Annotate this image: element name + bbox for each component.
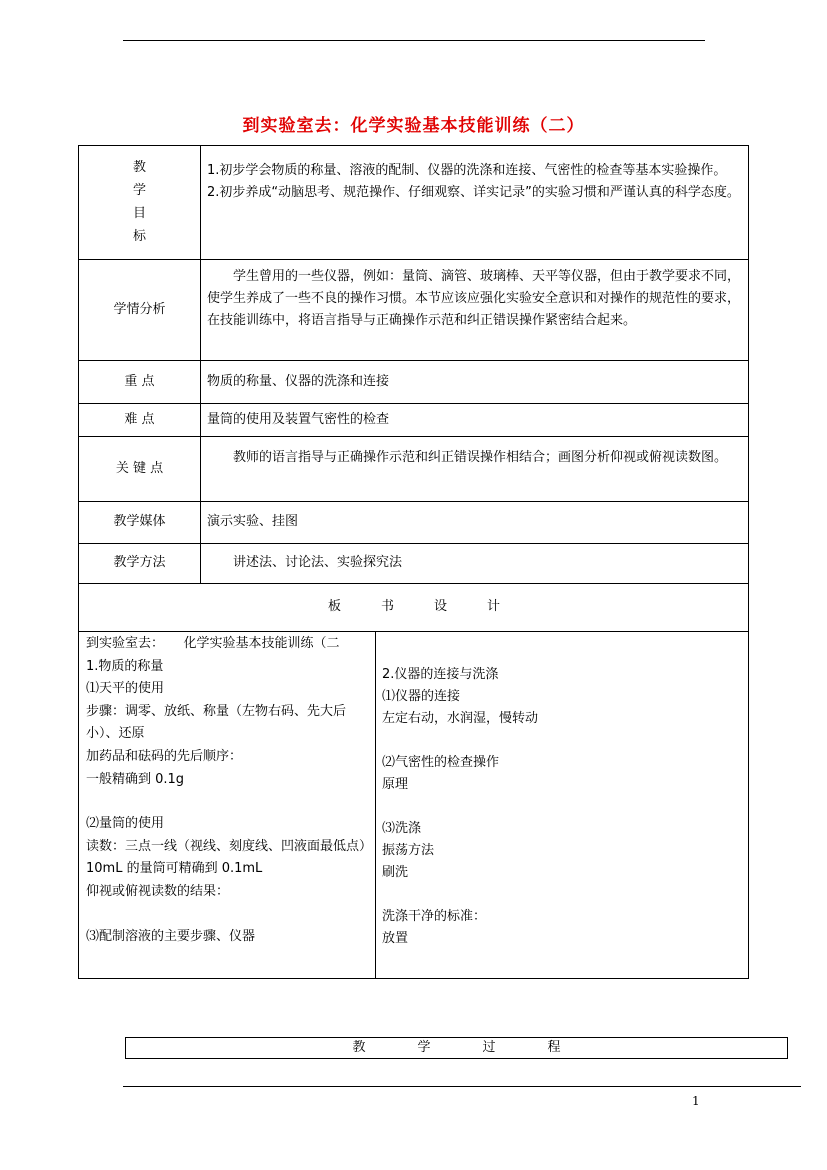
board-column-divider [375,631,376,979]
board-line: 2.仪器的连接与洗涤 [382,667,499,682]
board-line: 刷洗 [382,865,409,880]
board-line: 左定右动，水润湿，慢转动 [382,711,539,726]
goal-item: 2.初步养成“动脑思考、规范操作、仔细观察、详实记录”的实验习惯和严谨认真的科学态度。 [207,185,740,200]
board-line: 10mL 的量筒可精确到 0.1mL [86,861,263,877]
board-line: 洗涤干净的标准： [382,909,487,924]
document-title: 到实验室去：化学实验基本技能训练（二） [242,116,585,136]
board-line [382,796,742,818]
footer-rule [123,1086,801,1087]
board-line: 读数：三点一线（视线、刻度线、凹液面最低点） [86,838,373,854]
board-heading-char: 书 [380,599,394,614]
board-right-column [382,664,742,950]
process-heading-char: 过 [482,1040,496,1055]
goals-label [79,156,200,248]
analysis-content: 学生曾用的一些仪器，例如：量筒、滴管、玻璃棒、天平等仪器，但由于教学要求不同，使学生养成了一些不良的操作习惯。本节应该应强化实验安全意识和对操作的规范性的要求，在技能训练中，将语言指导与正确操作示范和纠正错误操作紧密结合起来。 [207,269,741,328]
page-number: 1 [692,1094,700,1108]
board-line: 1.物质的称量 [86,658,164,674]
goals-content [200,160,749,204]
row-divider [78,631,749,632]
teaching-process-heading [125,1037,788,1059]
goals-label-char: 标 [132,229,146,244]
methods-label: 教学方法 [113,555,166,570]
key-points-content: 物质的称量、仪器的洗涤和连接 [207,374,390,389]
board-heading-char: 计 [487,599,501,614]
goals-label-char: 教 [132,160,146,175]
board-line: ⑴天平的使用 [86,681,165,697]
board-line: 步骤：调零、放纸、称量（左物右码、先大后小）、还原 [86,703,347,742]
board-line: 放置 [382,931,409,946]
crux-content: 教师的语言指导与正确操作示范和纠正错误操作相结合；画图分析仰视或俯视读数图。 [233,450,728,465]
process-heading-char: 教 [352,1040,366,1055]
board-line: ⑶洗涤 [382,821,422,836]
board-line [382,884,742,906]
board-line [86,791,370,813]
board-heading-char: 设 [434,599,448,614]
methods-content: 讲述法、讨论法、实验探究法 [233,555,403,570]
goals-label-char: 学 [132,183,146,198]
media-label: 教学媒体 [113,514,166,529]
header-rule [123,40,705,41]
board-line [86,904,370,926]
board-line: 加药品和砝码的先后顺序： [86,748,243,764]
crux-label: 关 键 点 [115,460,164,476]
goals-label-char: 目 [132,206,146,221]
board-line: 一般精确到 0.1g [86,771,185,787]
board-line: ⑵量筒的使用 [86,816,165,832]
process-heading-char: 程 [547,1040,561,1055]
analysis-label: 学情分析 [113,301,166,317]
board-line: ⑵气密性的检查操作 [382,755,500,770]
board-line: 振荡方法 [382,843,435,858]
board-left-column [86,633,373,948]
key-points-label: 重 点 [124,373,155,389]
board-line: ⑴仪器的连接 [382,689,461,704]
difficulties-label: 难 点 [124,411,155,427]
board-design-heading [79,583,749,631]
board-line: 仰视或俯视读数的结果： [86,883,230,899]
board-line [382,730,742,752]
process-heading-char: 学 [417,1040,431,1055]
goal-item: 1.初步学会物质的称量、溶液的配制、仪器的洗涤和连接、气密性的检查等基本实验操作。 [207,163,727,178]
difficulties-content: 量筒的使用及装置气密性的检查 [207,412,390,427]
board-line: 到实验室去： 化学实验基本技能训练（二 [86,636,340,651]
media-content: 演示实验、挂图 [207,514,299,529]
board-line: ⑶配制溶液的主要步骤、仪器 [86,928,256,944]
board-heading-char: 板 [327,599,341,614]
board-line: 原理 [382,777,409,792]
